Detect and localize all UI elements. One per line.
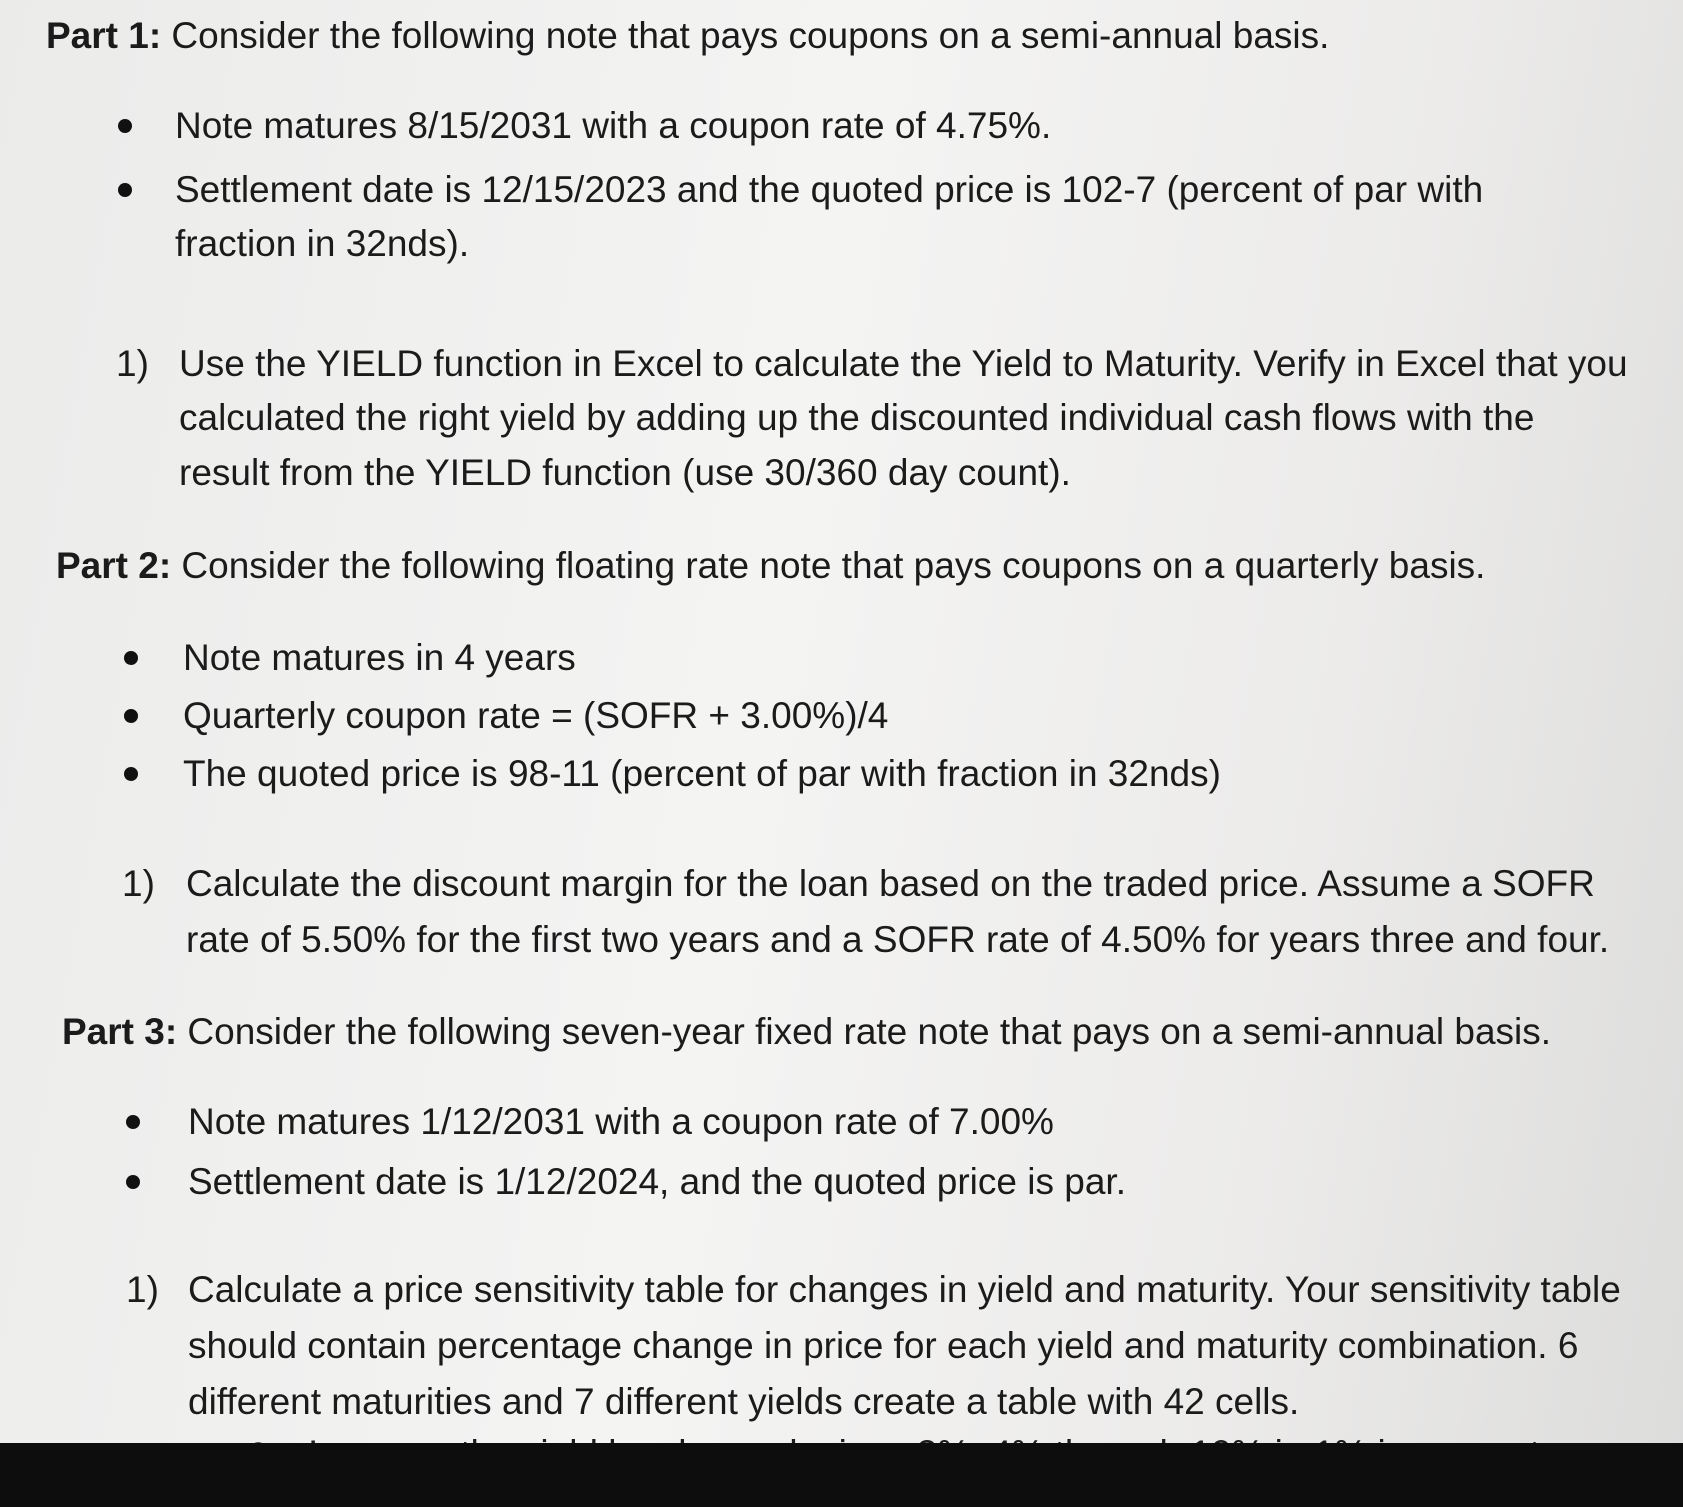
bullet-text: Quarterly coupon rate = (SOFR + 3.00%)/4 — [183, 695, 889, 736]
bullet-text: The quoted price is 98-11 (percent of par with fraction in 32nds) — [183, 753, 1221, 794]
question-line: calculated the right yield by adding up the discounted individual cash flows with the — [179, 397, 1535, 438]
part1-bullet-2-continued — [0, 216, 1683, 272]
part2-label: Part 2: — [56, 545, 172, 586]
part1-label: Part 1: — [46, 15, 162, 56]
part1-bullet-1 — [0, 98, 1683, 154]
bullet-text: Note matures 1/12/2031 with a coupon rate of 7.00% — [188, 1101, 1054, 1142]
question-line: result from the YIELD function (use 30/360 day count). — [179, 452, 1071, 493]
part2-intro: Consider the following floating rate note that pays coupons on a quarterly basis. — [171, 545, 1486, 586]
question-line: rate of 5.50% for the first two years and a SOFR rate of 4.50% for years three and four. — [186, 919, 1610, 960]
part1-heading — [46, 14, 1329, 58]
bullet-text: Note matures 8/15/2031 with a coupon rate of 4.75%. — [175, 105, 1052, 146]
bullet-text: fraction in 32nds). — [175, 223, 470, 264]
part2-heading — [56, 544, 1485, 588]
question-number: 1) — [116, 343, 149, 384]
part1-intro: Consider the following note that pays coupons on a semi-annual basis. — [161, 15, 1330, 56]
question-line: should contain percentage change in price for each yield and maturity combination. 6 — [188, 1325, 1579, 1366]
part1-question-1 — [0, 336, 1683, 504]
monitor-bezel — [0, 1443, 1683, 1507]
bullet-icon — [124, 651, 138, 665]
bullet-text: Settlement date is 1/12/2024, and the quoted price is par. — [188, 1161, 1126, 1202]
question-number: 1) — [122, 863, 155, 904]
part2-bullet-1 — [0, 630, 1683, 686]
part3-question-1 — [0, 1262, 1683, 1430]
bullet-icon — [126, 1175, 140, 1189]
bullet-icon — [124, 709, 138, 723]
part3-bullet-1 — [0, 1094, 1683, 1150]
part2-bullet-3 — [0, 746, 1683, 802]
bullet-icon — [118, 119, 132, 133]
question-line: Calculate the discount margin for the loan based on the traded price. Assume a SOFR — [186, 863, 1595, 904]
part3-intro: Consider the following seven-year fixed rate note that pays on a semi-annual basis. — [177, 1011, 1552, 1052]
bullet-text: Settlement date is 12/15/2023 and the quoted price is 102-7 (percent of par with — [175, 169, 1484, 210]
question-number: 1) — [126, 1269, 159, 1310]
question-line: Calculate a price sensitivity table for changes in yield and maturity. Your sensitivity table — [188, 1269, 1621, 1310]
bullet-text: Note matures in 4 years — [183, 637, 576, 678]
part2-bullet-2 — [0, 688, 1683, 744]
part2-question-1 — [0, 856, 1683, 968]
part1-bullet-2 — [0, 162, 1683, 218]
part3-label: Part 3: — [62, 1011, 178, 1052]
bullet-icon — [124, 767, 138, 781]
part3-heading — [62, 1010, 1551, 1054]
bullet-icon — [118, 183, 132, 197]
question-line: different maturities and 7 different yields create a table with 42 cells. — [188, 1381, 1300, 1422]
bullet-icon — [126, 1115, 140, 1129]
part3-bullet-2 — [0, 1154, 1683, 1210]
question-line: Use the YIELD function in Excel to calculate the Yield to Maturity. Verify in Excel that you — [179, 343, 1628, 384]
